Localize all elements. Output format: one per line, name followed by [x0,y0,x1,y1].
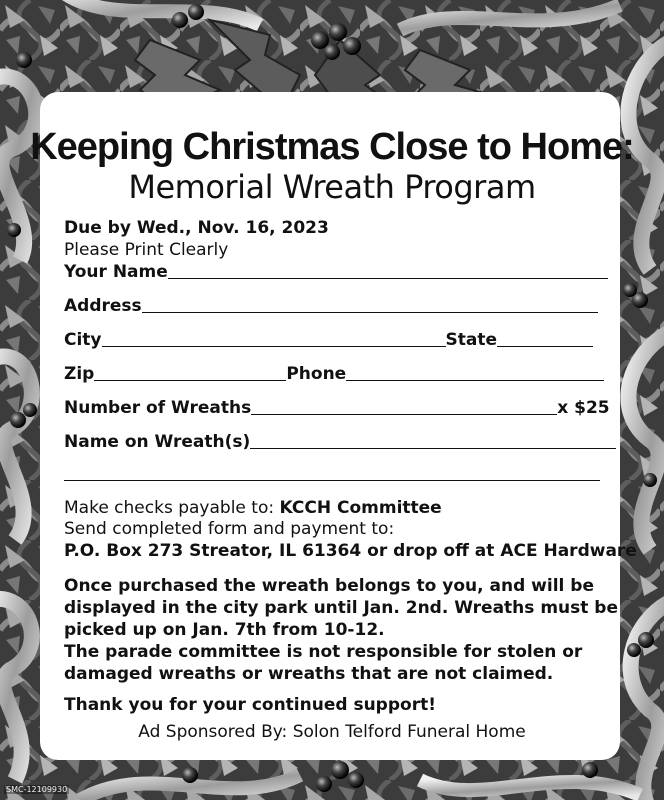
state-label: State [445,330,498,350]
name-on-wreath-field[interactable] [64,432,616,452]
thanks-line: Thank you for your continued support! [64,695,436,715]
notice-line-1: Once purchased the wreath belongs to you, and will be [64,576,594,596]
payee: KCCH Committee [279,498,442,518]
wreaths-line[interactable] [251,398,557,415]
zip-label: Zip [64,364,95,384]
notice-line-2: displayed in the city park until Jan. 2nd. Wreaths must be [64,598,619,618]
name-on-wreath-line[interactable] [250,432,616,449]
notice-line-4: The parade committee is not responsible for stolen or [64,642,583,662]
mail-address: P.O. Box 273 Streator, IL 61364 or drop off at ACE Hardware [64,541,637,561]
zip-phone-field[interactable] [64,364,604,384]
wreaths-label: Number of Wreaths [64,398,252,418]
city-label: City [64,330,102,350]
address-line[interactable] [142,296,598,313]
name-field[interactable] [64,262,608,282]
name-on-wreath-label: Name on Wreath(s) [64,432,251,452]
notice-line-3: picked up on Jan. 7th from 10-12. [64,620,385,640]
city-state-field[interactable] [64,330,593,350]
city-line[interactable] [102,330,446,347]
checks-prefix: Make checks payable to: [64,498,280,518]
state-line[interactable] [497,330,593,347]
zip-line[interactable] [94,364,286,381]
name-label: Your Name [64,262,168,282]
notice-line-5: damaged wreaths or wreaths that are not claimed. [64,664,554,684]
page-subtitle: Memorial Wreath Program [128,168,536,206]
phone-label: Phone [286,364,347,384]
name-on-wreath-line-2[interactable] [64,466,600,481]
wreaths-field[interactable] [64,398,610,418]
address-field[interactable] [64,296,598,316]
sponsor-line: Ad Sponsored By: Solon Telford Funeral Home [138,722,526,742]
due-date: Due by Wed., Nov. 16, 2023 [64,218,329,238]
send-line: Send completed form and payment to: [64,519,395,539]
price-label: x $25 [557,398,610,418]
address-label: Address [64,296,142,316]
phone-line[interactable] [346,364,604,381]
ad-code: SMC-12109930 [6,785,68,794]
checks-line [64,498,442,518]
page-title: Keeping Christmas Close to Home: [30,126,634,168]
print-note: Please Print Clearly [64,240,229,260]
name-line[interactable] [168,262,608,279]
